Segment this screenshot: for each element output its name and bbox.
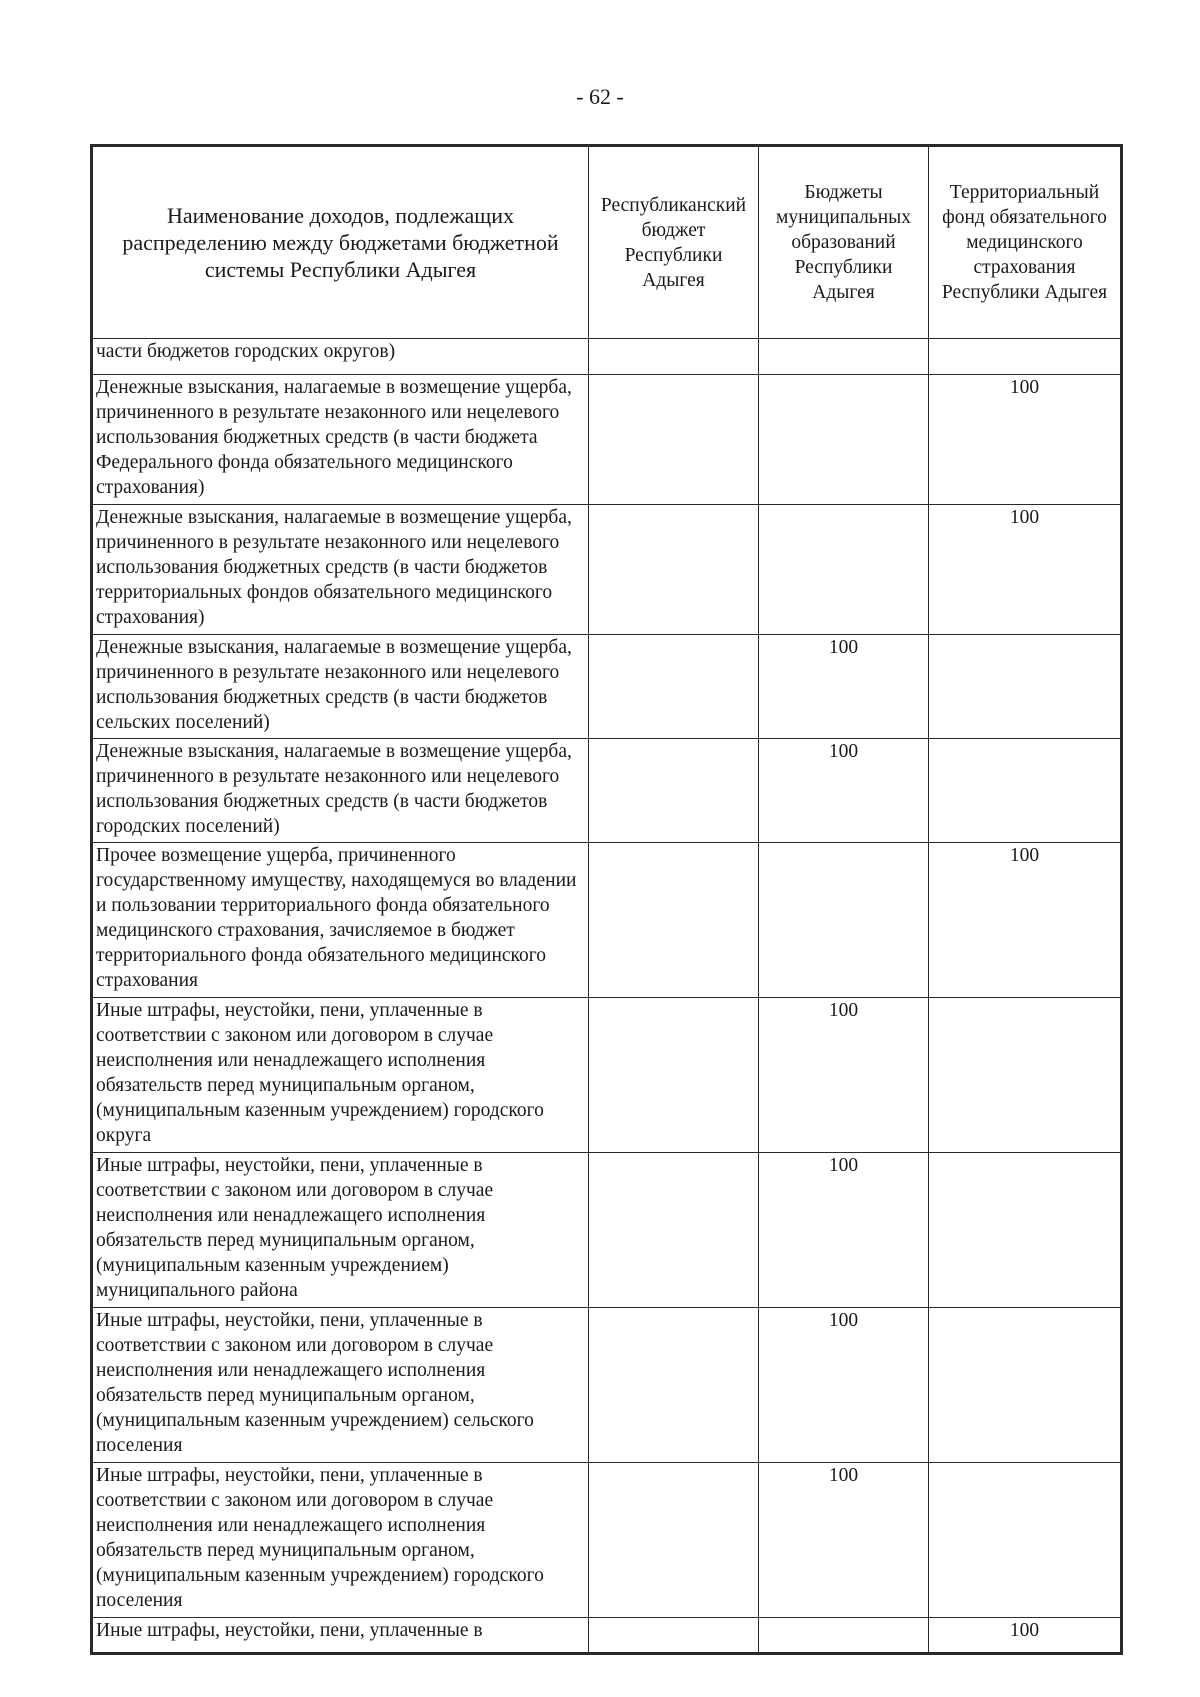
revenue-name-cell: Денежные взыскания, налагаемые в возмещение ущерба, причиненного в результате незаконного или нецелевого использования бюджетных средств (в части бюджетов сельских поселений) [92,635,589,739]
territorial-fund-cell: 100 [929,505,1122,635]
revenue-name-cell: Иные штрафы, неустойки, пени, уплаченные в соответствии с законом или договором в случае неисполнения или ненадлежащего исполнения обязательств перед муниципальным органом, (муниципальным казенным учреждением) городского округа [92,998,589,1153]
territorial-fund-cell [929,635,1122,739]
table-row [92,339,1122,375]
territorial-fund-cell: 100 [929,843,1122,998]
republic-budget-cell [589,1618,759,1654]
table-row [92,1153,1122,1308]
revenue-name-cell: Иные штрафы, неустойки, пени, уплаченные в [92,1618,589,1654]
republic-budget-cell [589,739,759,843]
republic-budget-cell [589,339,759,375]
republic-budget-cell [589,1308,759,1463]
table-row [92,1618,1122,1654]
revenue-name-cell: части бюджетов городских округов) [92,339,589,375]
territorial-fund-cell [929,1463,1122,1618]
column-header-territorial-fund: Территориальный фонд обязательного медицинского страхования Республики Адыгея [929,146,1122,339]
revenue-name-cell: Денежные взыскания, налагаемые в возмещение ущерба, причиненного в результате незаконного или нецелевого использования бюджетных средств (в части бюджета Федерального фонда обязательного медицинского страхования) [92,375,589,505]
table-row [92,635,1122,739]
republic-budget-cell [589,505,759,635]
municipal-budget-cell [759,843,929,998]
municipal-budget-cell: 100 [759,635,929,739]
republic-budget-cell [589,1463,759,1618]
municipal-budget-cell [759,505,929,635]
revenue-name-cell: Денежные взыскания, налагаемые в возмещение ущерба, причиненного в результате незаконного или нецелевого использования бюджетных средств (в части бюджетов территориальных фондов обязательного медицинского страхования) [92,505,589,635]
territorial-fund-cell [929,1308,1122,1463]
municipal-budget-cell: 100 [759,1308,929,1463]
territorial-fund-cell [929,739,1122,843]
municipal-budget-cell [759,1618,929,1654]
table-row [92,1308,1122,1463]
revenue-name-cell: Прочее возмещение ущерба, причиненного государственному имуществу, находящемуся во владении и пользовании территориального фонда обязательного медицинского страхования, зачисляемое в бюджет территориального фонда обязательного медицинского страхования [92,843,589,998]
revenue-name-cell: Иные штрафы, неустойки, пени, уплаченные в соответствии с законом или договором в случае неисполнения или ненадлежащего исполнения обязательств перед муниципальным органом, (муниципальным казенным учреждением) муниципального района [92,1153,589,1308]
table-row [92,739,1122,843]
republic-budget-cell [589,998,759,1153]
territorial-fund-cell [929,998,1122,1153]
territorial-fund-cell: 100 [929,1618,1122,1654]
municipal-budget-cell [759,339,929,375]
republic-budget-cell [589,1153,759,1308]
table-row [92,1463,1122,1618]
table-row [92,375,1122,505]
column-header-revenue-name: Наименование доходов, подлежащих распределению между бюджетами бюджетной системы Республики Адыгея [92,146,589,339]
revenue-distribution-table [90,144,1123,1655]
territorial-fund-cell [929,339,1122,375]
territorial-fund-cell [929,1153,1122,1308]
page-number: - 62 - [576,84,624,109]
table-header-row [92,146,1122,339]
table-row [92,998,1122,1153]
column-header-republic-budget: Республиканский бюджет Республики Адыгея [589,146,759,339]
republic-budget-cell [589,843,759,998]
municipal-budget-cell: 100 [759,1463,929,1618]
municipal-budget-cell: 100 [759,1153,929,1308]
republic-budget-cell [589,635,759,739]
revenue-name-cell: Иные штрафы, неустойки, пени, уплаченные в соответствии с законом или договором в случае неисполнения или ненадлежащего исполнения обязательств перед муниципальным органом, (муниципальным казенным учреждением) городского поселения [92,1463,589,1618]
municipal-budget-cell [759,375,929,505]
revenue-name-cell: Денежные взыскания, налагаемые в возмещение ущерба, причиненного в результате незаконного или нецелевого использования бюджетных средств (в части бюджетов городских поселений) [92,739,589,843]
territorial-fund-cell: 100 [929,375,1122,505]
municipal-budget-cell: 100 [759,739,929,843]
republic-budget-cell [589,375,759,505]
table-row [92,505,1122,635]
column-header-municipal-budgets: Бюджеты муниципальных образований Республики Адыгея [759,146,929,339]
revenue-name-cell: Иные штрафы, неустойки, пени, уплаченные в соответствии с законом или договором в случае неисполнения или ненадлежащего исполнения обязательств перед муниципальным органом, (муниципальным казенным учреждением) сельского поселения [92,1308,589,1463]
municipal-budget-cell: 100 [759,998,929,1153]
table-row [92,843,1122,998]
